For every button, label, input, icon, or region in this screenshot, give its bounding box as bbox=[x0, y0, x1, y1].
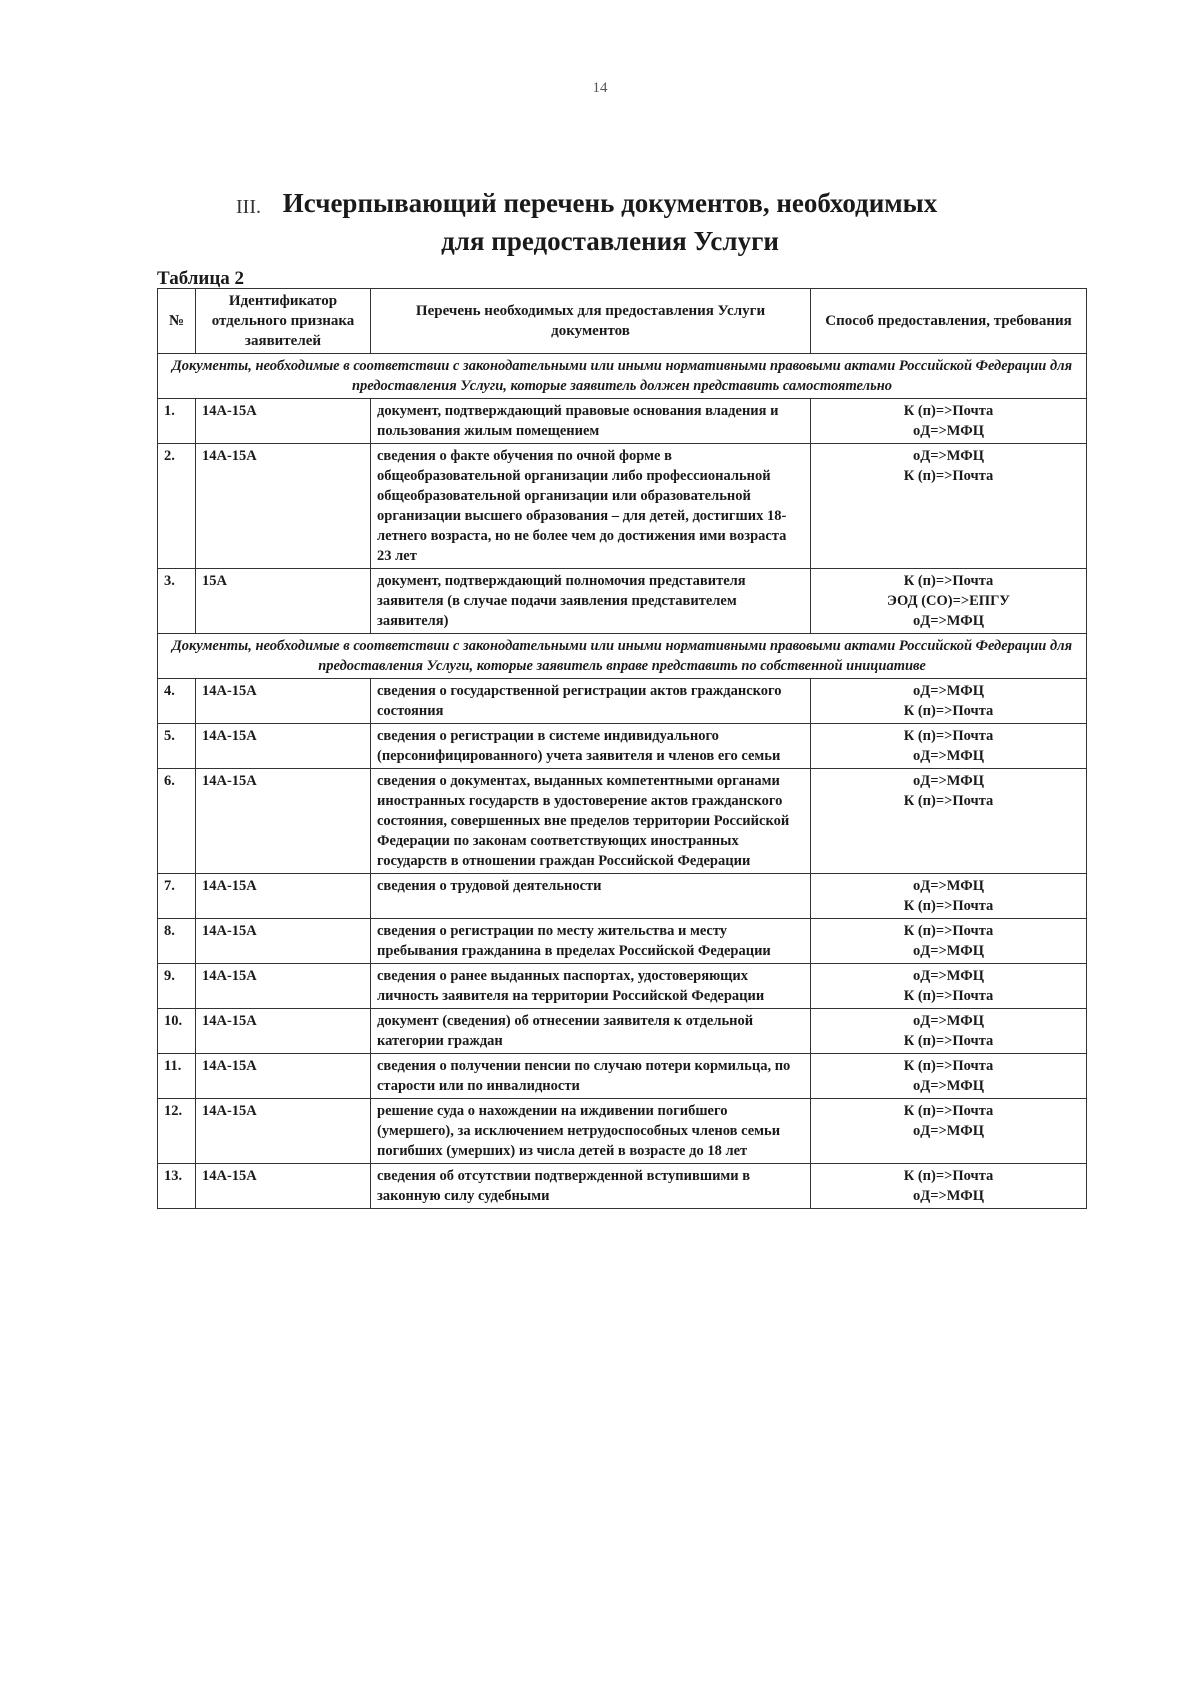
table-row bbox=[158, 919, 1087, 964]
row-number: 1. bbox=[158, 399, 196, 444]
method-line: оД=>МФЦ bbox=[913, 878, 984, 894]
row-method bbox=[811, 569, 1087, 634]
table-row bbox=[158, 724, 1087, 769]
header-no: № bbox=[158, 289, 196, 354]
page-number: 14 bbox=[592, 80, 608, 96]
row-document: решение суда о нахождении на иждивении погибшего (умершего), за исключением нетрудоспособных членов семьи погибших (умерших) из числа детей в возрасте до 18 лет bbox=[371, 1099, 811, 1164]
table-row bbox=[158, 1009, 1087, 1054]
row-method bbox=[811, 874, 1087, 919]
row-method bbox=[811, 1099, 1087, 1164]
documents-table bbox=[157, 288, 1087, 1209]
table-row bbox=[158, 769, 1087, 874]
method-line: К (п)=>Почта bbox=[903, 988, 994, 1004]
header-documents: Перечень необходимых для предоставления Услуги документов bbox=[371, 289, 811, 354]
row-number: 2. bbox=[158, 444, 196, 569]
row-number: 11. bbox=[158, 1054, 196, 1099]
row-number: 12. bbox=[158, 1099, 196, 1164]
row-number: 4. bbox=[158, 679, 196, 724]
row-number: 10. bbox=[158, 1009, 196, 1054]
method-line: оД=>МФЦ bbox=[913, 1188, 984, 1204]
row-identifier: 14А-15А bbox=[196, 769, 371, 874]
section-row-required-text: Документы, необходимые в соответствии с законодательными или иными нормативными правовыми актами Российской Федерации для предоставления Услуги, которые заявитель должен представить самостоятельно bbox=[158, 354, 1087, 399]
row-document: сведения о государственной регистрации актов гражданского состояния bbox=[371, 679, 811, 724]
section-row-required bbox=[158, 354, 1087, 399]
table-label: Таблица 2 bbox=[157, 268, 245, 289]
row-method bbox=[811, 964, 1087, 1009]
table-row bbox=[158, 1054, 1087, 1099]
section-row-optional bbox=[158, 634, 1087, 679]
row-identifier: 14А-15А bbox=[196, 399, 371, 444]
row-number: 5. bbox=[158, 724, 196, 769]
row-document: сведения об отсутствии подтвержденной вступившими в законную силу судебными bbox=[371, 1164, 811, 1209]
section-row-optional-text: Документы, необходимые в соответствии с законодательными или иными нормативными правовыми актами Российской Федерации для предоставления Услуги, которые заявитель вправе представить по собственной инициативе bbox=[158, 634, 1087, 679]
row-document: сведения о регистрации в системе индивидуального (персонифицированного) учета заявителя и членов его семьи bbox=[371, 724, 811, 769]
method-line: оД=>МФЦ bbox=[913, 968, 984, 984]
row-document: сведения о регистрации по месту жительства и месту пребывания гражданина в пределах Российской Федерации bbox=[371, 919, 811, 964]
method-line: К (п)=>Почта bbox=[903, 923, 994, 939]
header-identifier: Идентификатор отдельного признака заявителей bbox=[196, 289, 371, 354]
method-line: К (п)=>Почта bbox=[903, 1033, 994, 1049]
method-line: К (п)=>Почта bbox=[903, 898, 994, 914]
row-identifier: 14А-15А bbox=[196, 919, 371, 964]
row-method bbox=[811, 724, 1087, 769]
header-method: Способ предоставления, требования bbox=[811, 289, 1087, 354]
method-line: К (п)=>Почта bbox=[903, 793, 994, 809]
row-method bbox=[811, 444, 1087, 569]
table-row bbox=[158, 874, 1087, 919]
method-line: оД=>МФЦ bbox=[913, 613, 984, 629]
row-identifier: 15А bbox=[196, 569, 371, 634]
table-row bbox=[158, 679, 1087, 724]
method-line: оД=>МФЦ bbox=[913, 448, 984, 464]
row-identifier: 14А-15А bbox=[196, 724, 371, 769]
method-line: К (п)=>Почта bbox=[903, 728, 994, 744]
row-method bbox=[811, 399, 1087, 444]
row-method bbox=[811, 1009, 1087, 1054]
row-number: 13. bbox=[158, 1164, 196, 1209]
row-identifier: 14А-15А bbox=[196, 1009, 371, 1054]
method-line: оД=>МФЦ bbox=[913, 1013, 984, 1029]
row-identifier: 14А-15А bbox=[196, 964, 371, 1009]
table-row bbox=[158, 1164, 1087, 1209]
row-number: 3. bbox=[158, 569, 196, 634]
method-line: оД=>МФЦ bbox=[913, 683, 984, 699]
row-identifier: 14А-15А bbox=[196, 1054, 371, 1099]
table-row bbox=[158, 964, 1087, 1009]
row-identifier: 14А-15А bbox=[196, 1164, 371, 1209]
row-document: сведения о получении пенсии по случаю потери кормильца, по старости или по инвалидности bbox=[371, 1054, 811, 1099]
table-row bbox=[158, 399, 1087, 444]
method-line: К (п)=>Почта bbox=[903, 1103, 994, 1119]
row-number: 7. bbox=[158, 874, 196, 919]
row-identifier: 14А-15А bbox=[196, 874, 371, 919]
row-document: сведения о факте обучения по очной форме в общеобразовательной организации либо профессиональной общеобразовательной организации или образовательной организации высшего образования – для детей, достигших 18-летнего возраста, но не более чем до достижения ими возраста 23 лет bbox=[371, 444, 811, 569]
method-line: К (п)=>Почта bbox=[903, 703, 994, 719]
row-method bbox=[811, 1054, 1087, 1099]
row-document: сведения о трудовой деятельности bbox=[371, 874, 811, 919]
section-title-line2: для предоставления Услуги bbox=[441, 226, 779, 256]
method-line: К (п)=>Почта bbox=[903, 1168, 994, 1184]
row-identifier: 14А-15А bbox=[196, 679, 371, 724]
row-document: сведения о ранее выданных паспортах, удостоверяющих личность заявителя на территории Российской Федерации bbox=[371, 964, 811, 1009]
row-document: документ (сведения) об отнесении заявителя к отдельной категории граждан bbox=[371, 1009, 811, 1054]
row-document: документ, подтверждающий полномочия представителя заявителя (в случае подачи заявления представителем заявителя) bbox=[371, 569, 811, 634]
row-number: 8. bbox=[158, 919, 196, 964]
method-line: оД=>МФЦ bbox=[913, 748, 984, 764]
row-number: 6. bbox=[158, 769, 196, 874]
row-identifier: 14А-15А bbox=[196, 1099, 371, 1164]
row-method bbox=[811, 679, 1087, 724]
row-method bbox=[811, 769, 1087, 874]
table-row bbox=[158, 569, 1087, 634]
row-document: документ, подтверждающий правовые основания владения и пользования жилым помещением bbox=[371, 399, 811, 444]
method-line: оД=>МФЦ bbox=[913, 1123, 984, 1139]
method-line: К (п)=>Почта bbox=[903, 573, 994, 589]
method-line: оД=>МФЦ bbox=[913, 773, 984, 789]
row-method bbox=[811, 1164, 1087, 1209]
method-line: оД=>МФЦ bbox=[913, 943, 984, 959]
section-number: III. bbox=[236, 196, 261, 218]
table-header-row bbox=[158, 289, 1087, 354]
table-row bbox=[158, 1099, 1087, 1164]
section-title-line1: Исчерпывающий перечень документов, необходимых bbox=[282, 188, 938, 218]
row-method bbox=[811, 919, 1087, 964]
method-line: ЭОД (СО)=>ЕПГУ bbox=[887, 593, 1010, 609]
row-identifier: 14А-15А bbox=[196, 444, 371, 569]
table-row bbox=[158, 444, 1087, 569]
method-line: К (п)=>Почта bbox=[903, 403, 994, 419]
method-line: К (п)=>Почта bbox=[903, 468, 994, 484]
method-line: оД=>МФЦ bbox=[913, 1078, 984, 1094]
section-title bbox=[200, 184, 1020, 260]
method-line: К (п)=>Почта bbox=[903, 1058, 994, 1074]
row-number: 9. bbox=[158, 964, 196, 1009]
method-line: оД=>МФЦ bbox=[913, 423, 984, 439]
row-document: сведения о документах, выданных компетентными органами иностранных государств в удостоверение актов гражданского состояния, совершенных вне пределов территории Российской Федерации по законам соответствующих иностранных государств в отношении граждан Российской Федерации bbox=[371, 769, 811, 874]
